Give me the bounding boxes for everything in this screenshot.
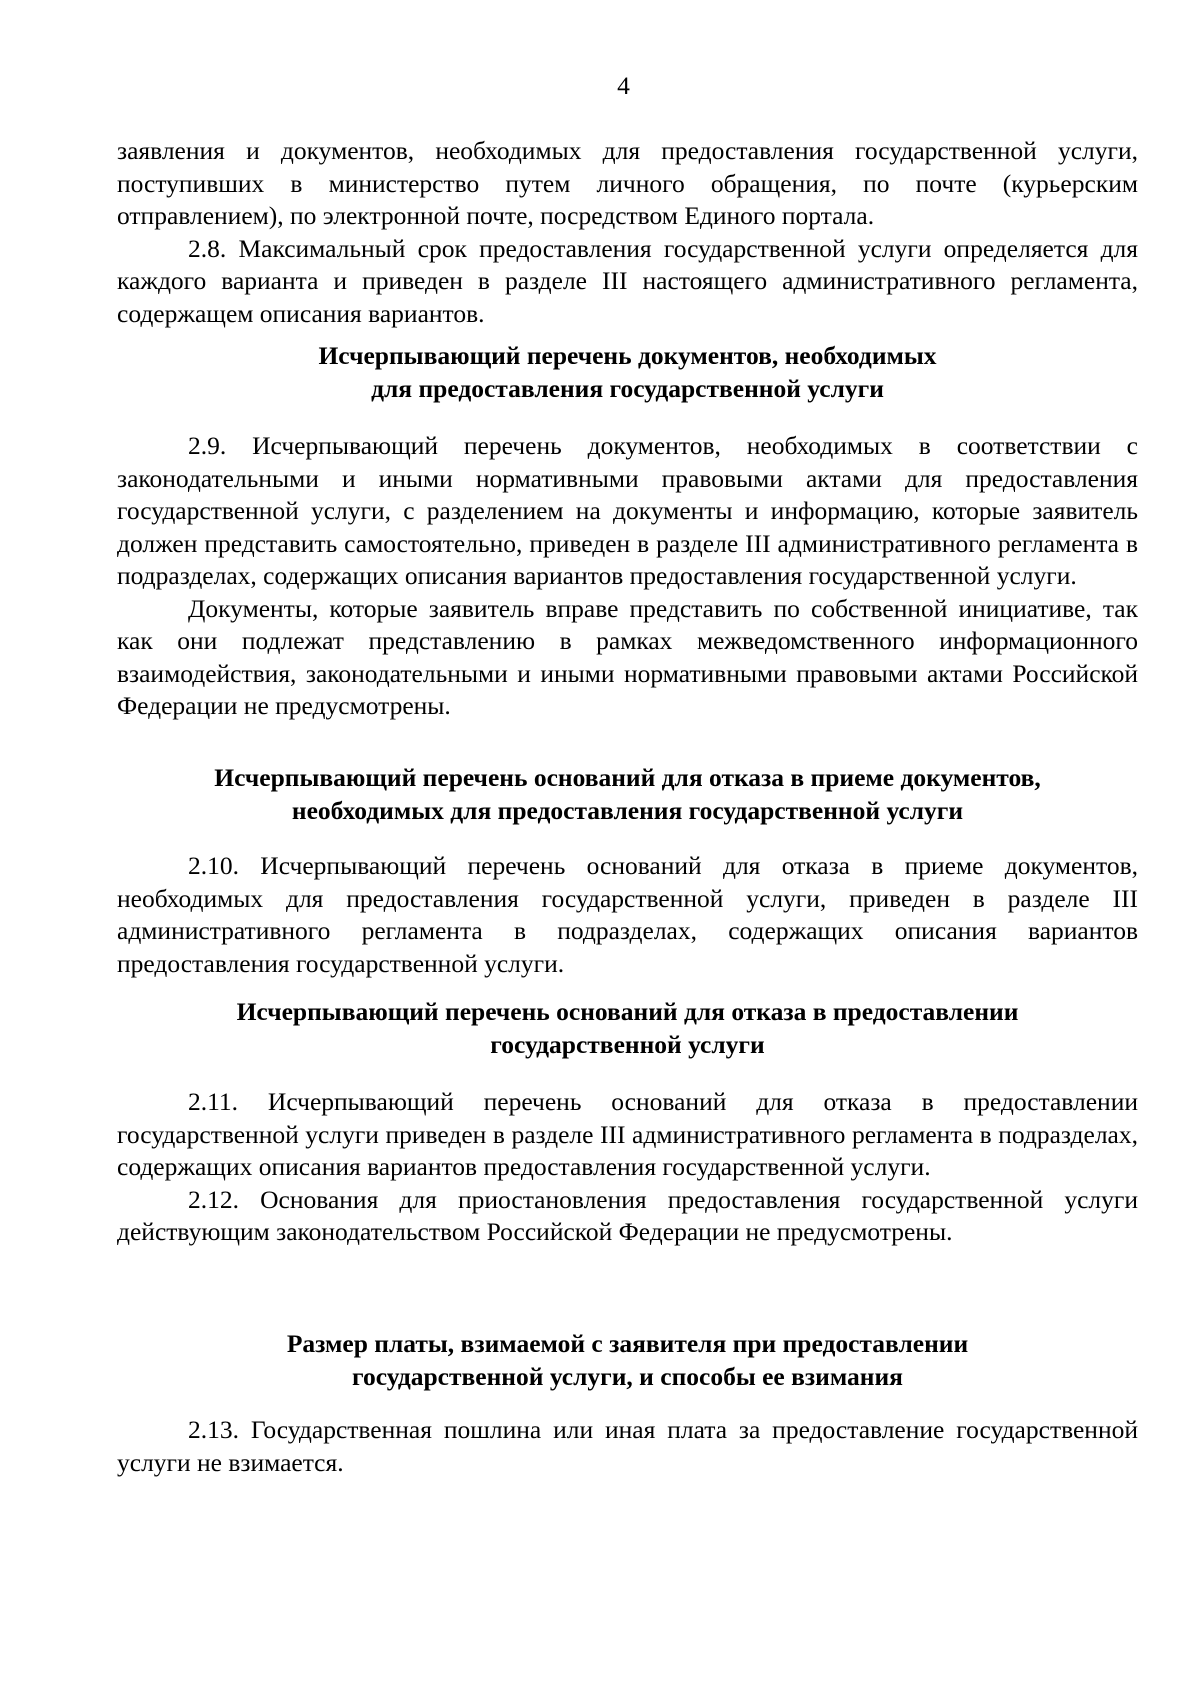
text-block-1 [117,135,1138,330]
paragraph-2-9: 2.9. Исчерпывающий перечень документов, необходимых в соответствии с законодательными и иными нормативными правовыми актами для предоставления государственной услуги, с разделением на документы и информацию, которые заявитель должен представить самостоятельно, приведен в разделе III административного регламента в подразделах, содержащих описания вариантов предоставления государственной услуги. [117,431,1138,590]
text-block-2 [117,430,1138,723]
heading-documents [117,340,1138,405]
paragraph-2-11: 2.11. Исчерпывающий перечень оснований для отказа в предоставлении государственной услуги приведен в разделе III административного регламента в подразделах, содержащих описания вариантов предоставления государственной услуги. [117,1087,1138,1181]
section-heading-line: Размер платы, взимаемой с заявителя при предоставлении [286,1329,969,1358]
heading-fee [117,1328,1138,1393]
section-heading-line: государственной услуги, и способы ее взимания [352,1361,903,1391]
heading-refusal-service [117,996,1138,1061]
paragraph-continuation: заявления и документов, необходимых для предоставления государственной услуги, поступивших в министерство путем личного обращения, по почте (курьерским отправлением), по электронной почте, посредством Единого портала. [117,136,1138,230]
paragraph-2-10: 2.10. Исчерпывающий перечень оснований для отказа в приеме документов, необходимых для предоставления государственной услуги, приведен в разделе III административного регламента в подразделах, содержащих описания вариантов предоставления государственной услуги. [117,851,1138,978]
paragraph-documents-initiative: Документы, которые заявитель вправе представить по собственной инициативе, так как они подлежат представлению в рамках межведомственного информационного взаимодействия, законодательными и иными нормативными правовыми актами Российской Федерации не предусмотрены. [117,593,1138,720]
paragraph-2-13: 2.13. Государственная пошлина или иная плата за предоставление государственной услуги не взимается. [117,1415,1138,1477]
section-heading-line: необходимых для предоставления государственной услуги [291,795,964,825]
section-heading-line: государственной услуги [490,1029,765,1059]
paragraph-2-12: 2.12. Основания для приостановления предоставления государственной услуги действующим законодательством Российской Федерации не предусмотрены. [117,1184,1138,1246]
section-heading-line: Исчерпывающий перечень оснований для отказа в приеме документов, [214,763,1041,792]
section-heading-line: Исчерпывающий перечень документов, необходимых [318,341,937,370]
text-block-4 [117,1086,1138,1249]
heading-refusal-acceptance [117,762,1138,827]
section-heading-line: Исчерпывающий перечень оснований для отказа в предоставлении [236,997,1019,1026]
section-heading-line: для предоставления государственной услуги [371,373,884,403]
paragraph-2-8: 2.8. Максимальный срок предоставления государственной услуги определяется для каждого варианта и приведен в разделе III настоящего административного регламента, содержащем описания вариантов. [117,233,1138,328]
page-number: 4 [617,71,630,100]
text-block-3 [117,850,1138,980]
text-block-5 [117,1414,1138,1479]
